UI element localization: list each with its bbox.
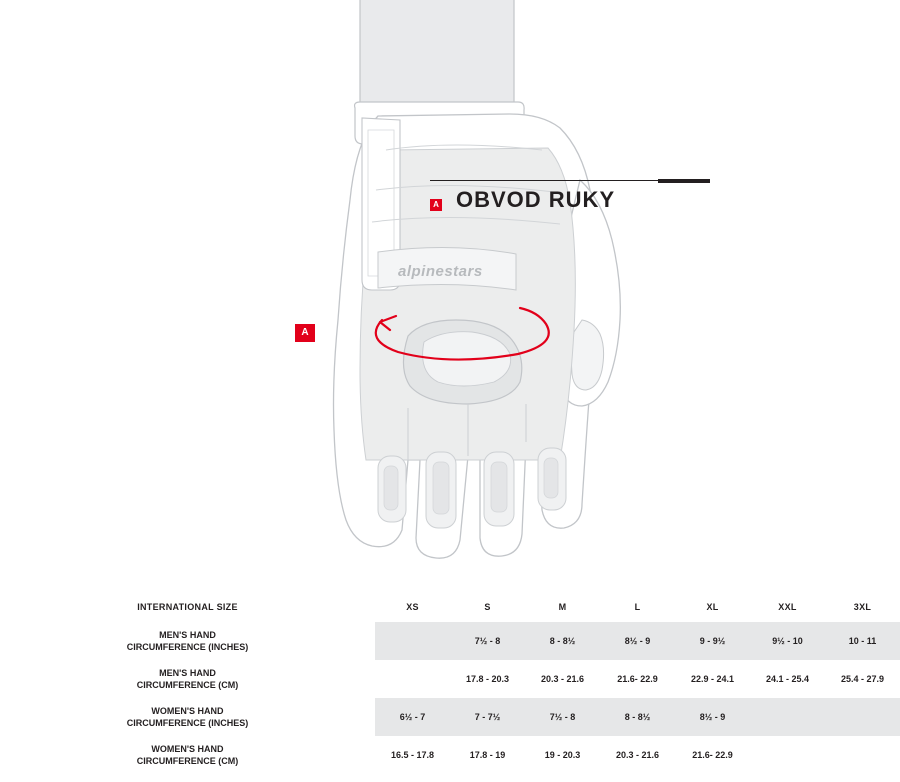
cell-value: 22.9 - 24.1 [690, 674, 735, 684]
finger-strip-4 [544, 458, 558, 498]
callout-marker: A [430, 199, 442, 211]
cell-value [825, 698, 900, 736]
header-size-xxl: XXL [778, 602, 797, 612]
cell-value: 25.4 - 27.9 [840, 674, 885, 684]
cell-value: 7½ - 8 [525, 698, 600, 736]
callout-rule-accent [658, 179, 710, 183]
cell-value: 6½ - 7 [375, 698, 450, 736]
row-label-mens-cm: MEN'S HAND CIRCUMFERENCE (CM) [136, 668, 239, 690]
brand-logo-text: alpinestars [398, 263, 483, 280]
table-head [0, 592, 900, 622]
cell-value: 7½ - 8 [450, 622, 525, 660]
table-row [0, 622, 900, 660]
cell-value: 17.8 - 20.3 [465, 674, 510, 684]
cell-value [750, 698, 825, 736]
cell-value: 24.1 - 25.4 [765, 674, 810, 684]
cell-value: 8½ - 9 [600, 622, 675, 660]
size-chart-table [0, 592, 900, 774]
table-body [0, 622, 900, 774]
row-label-womens-inches: WOMEN'S HAND CIRCUMFERENCE (INCHES) [126, 706, 249, 728]
finger-strip-3 [491, 462, 507, 512]
table-header-row [0, 592, 900, 622]
cell-value [825, 736, 900, 774]
header-size-s: S [484, 602, 491, 612]
cell-value [750, 736, 825, 774]
hand-glove-drawing [150, 0, 670, 590]
header-size-3xl: 3XL [853, 602, 872, 612]
header-size-xs: XS [406, 602, 419, 612]
table-row [0, 698, 900, 736]
cell-value: 21.6- 22.9 [617, 674, 658, 684]
cell-value: 9 - 9½ [675, 622, 750, 660]
row-label-womens-cm: WOMEN'S HAND CIRCUMFERENCE (CM) [136, 744, 239, 766]
cell-value: 21.6- 22.9 [692, 750, 733, 760]
cell-value: 8½ - 9 [675, 698, 750, 736]
cell-value: 20.3 - 21.6 [540, 674, 585, 684]
callout-heading [430, 180, 730, 211]
finger-strip-1 [384, 466, 398, 510]
cell-value [375, 660, 450, 698]
cell-value: 20.3 - 21.6 [615, 750, 660, 760]
cell-value: 16.5 - 17.8 [390, 750, 435, 760]
header-size-xl: XL [706, 602, 719, 612]
cell-value: 9½ - 10 [750, 622, 825, 660]
row-label-mens-inches: MEN'S HAND CIRCUMFERENCE (INCHES) [126, 630, 249, 652]
cell-value: 8 - 8½ [525, 622, 600, 660]
header-international-size: INTERNATIONAL SIZE [137, 602, 238, 612]
cell-value [375, 622, 450, 660]
cell-value: 19 - 20.3 [544, 750, 581, 760]
header-size-m: M [558, 602, 567, 612]
cell-value: 7 - 7½ [450, 698, 525, 736]
finger-strip-2 [433, 462, 449, 514]
cell-value: 8 - 8½ [600, 698, 675, 736]
callout-title: OBVOD RUKY [456, 187, 616, 212]
cell-value: 10 - 11 [825, 622, 900, 660]
cell-value: 17.8 - 19 [469, 750, 506, 760]
table-row [0, 660, 900, 698]
measurement-marker-a: A [295, 324, 315, 342]
table-row [0, 736, 900, 774]
header-size-l: L [634, 602, 641, 612]
